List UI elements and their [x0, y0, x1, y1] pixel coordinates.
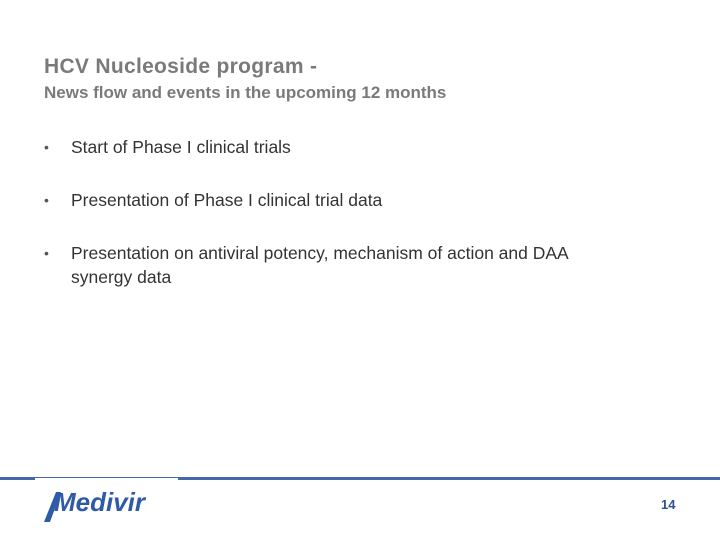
- slide-title: HCV Nucleoside program -: [44, 55, 318, 78]
- medivir-logo: [42, 484, 172, 524]
- footer-divider-gap: [35, 478, 178, 480]
- list-item: [44, 188, 604, 212]
- slide-subtitle: News flow and events in the upcoming 12 months: [44, 83, 447, 102]
- bullet-text: Start of Phase I clinical trials: [71, 137, 291, 157]
- page-number: 14: [661, 497, 676, 512]
- svg-text:Medivir: Medivir: [54, 487, 146, 517]
- bullet-icon: •: [44, 245, 49, 261]
- bullet-list: [44, 135, 604, 318]
- bullet-icon: •: [44, 192, 49, 208]
- list-item: [44, 241, 571, 289]
- list-item: [44, 135, 604, 159]
- bullet-text: Presentation on antiviral potency, mechanism of action and DAA synergy data: [71, 243, 568, 287]
- bullet-text: Presentation of Phase I clinical trial data: [71, 190, 383, 210]
- bullet-icon: •: [44, 139, 49, 155]
